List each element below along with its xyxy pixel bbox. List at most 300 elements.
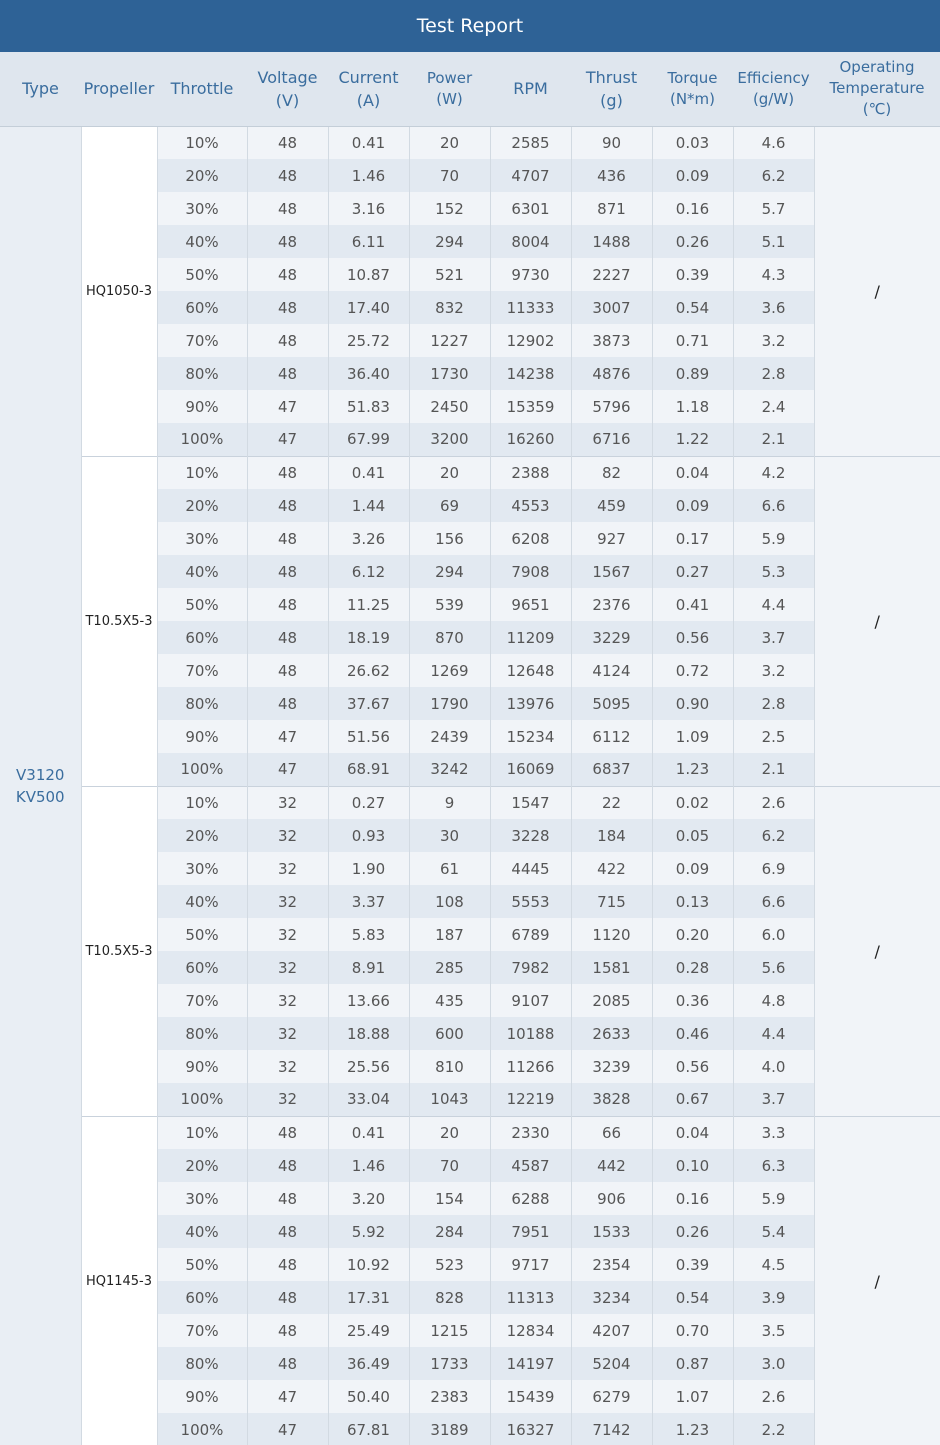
thrust-cell: 6112 [571, 720, 652, 753]
torque-cell: 0.20 [652, 918, 733, 951]
header-current-line: (A) [356, 90, 381, 110]
efficiency-cell: 3.2 [733, 324, 814, 357]
throttle-cell: 30% [157, 192, 247, 225]
throttle-cell: 70% [157, 324, 247, 357]
thrust-cell: 7142 [571, 1413, 652, 1445]
current-cell: 25.72 [328, 324, 409, 357]
thrust-cell: 3229 [571, 621, 652, 654]
throttle-cell: 80% [157, 357, 247, 390]
current-cell: 0.41 [328, 1116, 409, 1149]
thrust-cell: 5204 [571, 1347, 652, 1380]
current-cell: 67.99 [328, 423, 409, 456]
efficiency-cell: 3.5 [733, 1314, 814, 1347]
header-operating-temperature-line: (℃) [862, 100, 892, 119]
thrust-cell: 2633 [571, 1017, 652, 1050]
efficiency-cell: 4.0 [733, 1050, 814, 1083]
throttle-cell: 70% [157, 1314, 247, 1347]
rpm-cell: 8004 [490, 225, 571, 258]
voltage-cell: 48 [247, 1347, 328, 1380]
current-cell: 36.49 [328, 1347, 409, 1380]
table-row [0, 126, 940, 159]
torque-cell: 0.17 [652, 522, 733, 555]
power-cell: 1043 [409, 1083, 490, 1116]
header-type [0, 52, 81, 126]
throttle-cell: 50% [157, 258, 247, 291]
power-cell: 1269 [409, 654, 490, 687]
thrust-cell: 3007 [571, 291, 652, 324]
voltage-cell: 48 [247, 192, 328, 225]
rpm-cell: 16260 [490, 423, 571, 456]
efficiency-cell: 3.3 [733, 1116, 814, 1149]
power-cell: 20 [409, 1116, 490, 1149]
thrust-cell: 22 [571, 786, 652, 819]
rpm-cell: 13976 [490, 687, 571, 720]
throttle-cell: 70% [157, 984, 247, 1017]
voltage-cell: 47 [247, 720, 328, 753]
power-cell: 3189 [409, 1413, 490, 1445]
voltage-cell: 48 [247, 489, 328, 522]
voltage-cell: 48 [247, 1248, 328, 1281]
voltage-cell: 48 [247, 522, 328, 555]
current-cell: 10.87 [328, 258, 409, 291]
throttle-cell: 100% [157, 1083, 247, 1116]
thrust-cell: 3239 [571, 1050, 652, 1083]
rpm-cell: 1547 [490, 786, 571, 819]
table-body [0, 126, 940, 1445]
power-cell: 1227 [409, 324, 490, 357]
power-cell: 435 [409, 984, 490, 1017]
rpm-cell: 15234 [490, 720, 571, 753]
power-cell: 156 [409, 522, 490, 555]
efficiency-cell: 6.9 [733, 852, 814, 885]
thrust-cell: 66 [571, 1116, 652, 1149]
voltage-cell: 32 [247, 951, 328, 984]
header-current [328, 52, 409, 126]
current-cell: 3.20 [328, 1182, 409, 1215]
rpm-cell: 4553 [490, 489, 571, 522]
power-cell: 30 [409, 819, 490, 852]
throttle-cell: 30% [157, 852, 247, 885]
thrust-cell: 1581 [571, 951, 652, 984]
throttle-cell: 50% [157, 1248, 247, 1281]
voltage-cell: 48 [247, 555, 328, 588]
header-efficiency-line: (g/W) [752, 89, 795, 108]
thrust-cell: 871 [571, 192, 652, 225]
throttle-cell: 100% [157, 1413, 247, 1445]
efficiency-cell: 5.1 [733, 225, 814, 258]
rpm-cell: 2388 [490, 456, 571, 489]
propeller-cell: HQ1145-3 [81, 1116, 157, 1445]
thrust-cell: 459 [571, 489, 652, 522]
efficiency-cell: 2.8 [733, 357, 814, 390]
current-cell: 1.90 [328, 852, 409, 885]
header-propeller-line: Propeller [83, 79, 155, 99]
voltage-cell: 47 [247, 1413, 328, 1445]
current-cell: 1.46 [328, 159, 409, 192]
torque-cell: 0.46 [652, 1017, 733, 1050]
efficiency-cell: 4.6 [733, 126, 814, 159]
torque-cell: 1.07 [652, 1380, 733, 1413]
report-title: Test Report [416, 15, 524, 37]
power-cell: 152 [409, 192, 490, 225]
power-cell: 61 [409, 852, 490, 885]
torque-cell: 0.09 [652, 852, 733, 885]
rpm-cell: 15439 [490, 1380, 571, 1413]
torque-cell: 0.26 [652, 1215, 733, 1248]
power-cell: 285 [409, 951, 490, 984]
efficiency-cell: 6.6 [733, 885, 814, 918]
power-cell: 2439 [409, 720, 490, 753]
current-cell: 17.40 [328, 291, 409, 324]
current-cell: 18.88 [328, 1017, 409, 1050]
torque-cell: 1.18 [652, 390, 733, 423]
header-propeller [81, 52, 157, 126]
propeller-cell: HQ1050-3 [81, 126, 157, 456]
efficiency-cell: 4.5 [733, 1248, 814, 1281]
efficiency-cell: 2.1 [733, 423, 814, 456]
throttle-cell: 90% [157, 390, 247, 423]
table-row [0, 456, 940, 489]
voltage-cell: 48 [247, 291, 328, 324]
torque-cell: 0.13 [652, 885, 733, 918]
torque-cell: 0.56 [652, 1050, 733, 1083]
thrust-cell: 1120 [571, 918, 652, 951]
voltage-cell: 32 [247, 984, 328, 1017]
current-cell: 26.62 [328, 654, 409, 687]
rpm-cell: 9107 [490, 984, 571, 1017]
voltage-cell: 48 [247, 126, 328, 159]
torque-cell: 0.09 [652, 489, 733, 522]
header-thrust [571, 52, 652, 126]
efficiency-cell: 2.2 [733, 1413, 814, 1445]
power-cell: 1790 [409, 687, 490, 720]
rpm-cell: 11333 [490, 291, 571, 324]
current-cell: 0.93 [328, 819, 409, 852]
torque-cell: 0.36 [652, 984, 733, 1017]
voltage-cell: 48 [247, 654, 328, 687]
rpm-cell: 11209 [490, 621, 571, 654]
voltage-cell: 47 [247, 423, 328, 456]
throttle-cell: 20% [157, 489, 247, 522]
header-thrust-line: (g) [600, 90, 623, 110]
torque-cell: 0.16 [652, 1182, 733, 1215]
torque-cell: 0.89 [652, 357, 733, 390]
rpm-cell: 7982 [490, 951, 571, 984]
header-rpm [490, 52, 571, 126]
power-cell: 2383 [409, 1380, 490, 1413]
thrust-cell: 1533 [571, 1215, 652, 1248]
test-report-table [0, 52, 940, 1445]
current-cell: 51.56 [328, 720, 409, 753]
torque-cell: 0.04 [652, 456, 733, 489]
throttle-cell: 90% [157, 1380, 247, 1413]
header-operating-temperature-line: Temperature [829, 79, 925, 98]
power-cell: 294 [409, 555, 490, 588]
power-cell: 70 [409, 159, 490, 192]
torque-cell: 0.03 [652, 126, 733, 159]
thrust-cell: 422 [571, 852, 652, 885]
thrust-cell: 3873 [571, 324, 652, 357]
current-cell: 1.44 [328, 489, 409, 522]
torque-cell: 0.56 [652, 621, 733, 654]
header-operating-temperature-line: Operating [839, 58, 915, 77]
throttle-cell: 40% [157, 225, 247, 258]
current-cell: 37.67 [328, 687, 409, 720]
throttle-cell: 10% [157, 126, 247, 159]
throttle-cell: 90% [157, 720, 247, 753]
voltage-cell: 48 [247, 357, 328, 390]
rpm-cell: 7908 [490, 555, 571, 588]
voltage-cell: 48 [247, 1149, 328, 1182]
current-cell: 25.49 [328, 1314, 409, 1347]
power-cell: 523 [409, 1248, 490, 1281]
voltage-cell: 32 [247, 1083, 328, 1116]
thrust-cell: 5796 [571, 390, 652, 423]
efficiency-cell: 4.8 [733, 984, 814, 1017]
current-cell: 36.40 [328, 357, 409, 390]
thrust-cell: 1488 [571, 225, 652, 258]
voltage-cell: 47 [247, 390, 328, 423]
power-cell: 600 [409, 1017, 490, 1050]
torque-cell: 0.71 [652, 324, 733, 357]
header-operating-temperature [814, 52, 940, 126]
efficiency-cell: 6.2 [733, 819, 814, 852]
power-cell: 20 [409, 126, 490, 159]
thrust-cell: 6279 [571, 1380, 652, 1413]
throttle-cell: 80% [157, 1017, 247, 1050]
rpm-cell: 5553 [490, 885, 571, 918]
current-cell: 0.41 [328, 456, 409, 489]
current-cell: 51.83 [328, 390, 409, 423]
thrust-cell: 6716 [571, 423, 652, 456]
torque-cell: 1.22 [652, 423, 733, 456]
motor-type-line: V3120 [16, 766, 65, 785]
header-current-line: Current [338, 67, 399, 87]
thrust-cell: 184 [571, 819, 652, 852]
header-rpm-line: RPM [513, 79, 548, 99]
thrust-cell: 2227 [571, 258, 652, 291]
rpm-cell: 4587 [490, 1149, 571, 1182]
motor-type-line: KV500 [15, 788, 65, 807]
table-row [0, 786, 940, 819]
thrust-cell: 4207 [571, 1314, 652, 1347]
torque-cell: 0.10 [652, 1149, 733, 1182]
efficiency-cell: 3.9 [733, 1281, 814, 1314]
power-cell: 20 [409, 456, 490, 489]
efficiency-cell: 6.3 [733, 1149, 814, 1182]
torque-cell: 0.05 [652, 819, 733, 852]
voltage-cell: 32 [247, 885, 328, 918]
thrust-cell: 442 [571, 1149, 652, 1182]
power-cell: 828 [409, 1281, 490, 1314]
efficiency-cell: 4.4 [733, 588, 814, 621]
power-cell: 3200 [409, 423, 490, 456]
rpm-cell: 12834 [490, 1314, 571, 1347]
torque-cell: 0.41 [652, 588, 733, 621]
voltage-cell: 48 [247, 324, 328, 357]
torque-cell: 1.23 [652, 753, 733, 786]
torque-cell: 0.09 [652, 159, 733, 192]
current-cell: 1.46 [328, 1149, 409, 1182]
current-cell: 25.56 [328, 1050, 409, 1083]
header-power-line: Power [426, 68, 473, 87]
voltage-cell: 48 [247, 1215, 328, 1248]
thrust-cell: 927 [571, 522, 652, 555]
voltage-cell: 48 [247, 159, 328, 192]
header-throttle-line: Throttle [170, 79, 234, 99]
thrust-cell: 2085 [571, 984, 652, 1017]
header-torque-line: (N*m) [669, 89, 716, 108]
efficiency-cell: 2.8 [733, 687, 814, 720]
voltage-cell: 48 [247, 588, 328, 621]
current-cell: 3.16 [328, 192, 409, 225]
power-cell: 294 [409, 225, 490, 258]
throttle-cell: 10% [157, 786, 247, 819]
throttle-cell: 40% [157, 885, 247, 918]
thrust-cell: 2354 [571, 1248, 652, 1281]
current-cell: 18.19 [328, 621, 409, 654]
torque-cell: 0.27 [652, 555, 733, 588]
efficiency-cell: 2.5 [733, 720, 814, 753]
voltage-cell: 48 [247, 225, 328, 258]
current-cell: 8.91 [328, 951, 409, 984]
efficiency-cell: 4.3 [733, 258, 814, 291]
throttle-cell: 10% [157, 1116, 247, 1149]
power-cell: 3242 [409, 753, 490, 786]
voltage-cell: 32 [247, 852, 328, 885]
power-cell: 69 [409, 489, 490, 522]
power-cell: 154 [409, 1182, 490, 1215]
thrust-cell: 6837 [571, 753, 652, 786]
torque-cell: 0.72 [652, 654, 733, 687]
power-cell: 9 [409, 786, 490, 819]
header-voltage-line: (V) [275, 90, 300, 110]
current-cell: 5.83 [328, 918, 409, 951]
table-header-row [0, 52, 940, 126]
voltage-cell: 48 [247, 1314, 328, 1347]
throttle-cell: 40% [157, 1215, 247, 1248]
torque-cell: 0.90 [652, 687, 733, 720]
thrust-cell: 82 [571, 456, 652, 489]
torque-cell: 0.16 [652, 192, 733, 225]
rpm-cell: 2585 [490, 126, 571, 159]
current-cell: 50.40 [328, 1380, 409, 1413]
voltage-cell: 48 [247, 1182, 328, 1215]
rpm-cell: 6288 [490, 1182, 571, 1215]
efficiency-cell: 3.2 [733, 654, 814, 687]
efficiency-cell: 5.7 [733, 192, 814, 225]
current-cell: 6.12 [328, 555, 409, 588]
current-cell: 13.66 [328, 984, 409, 1017]
power-cell: 521 [409, 258, 490, 291]
operating-temperature-cell: / [814, 786, 940, 1116]
rpm-cell: 14238 [490, 357, 571, 390]
thrust-cell: 5095 [571, 687, 652, 720]
efficiency-cell: 5.9 [733, 1182, 814, 1215]
throttle-cell: 80% [157, 1347, 247, 1380]
torque-cell: 1.09 [652, 720, 733, 753]
throttle-cell: 20% [157, 1149, 247, 1182]
current-cell: 3.26 [328, 522, 409, 555]
efficiency-cell: 2.1 [733, 753, 814, 786]
efficiency-cell: 2.6 [733, 786, 814, 819]
rpm-cell: 16327 [490, 1413, 571, 1445]
current-cell: 68.91 [328, 753, 409, 786]
voltage-cell: 47 [247, 1380, 328, 1413]
current-cell: 67.81 [328, 1413, 409, 1445]
rpm-cell: 12648 [490, 654, 571, 687]
throttle-cell: 60% [157, 291, 247, 324]
torque-cell: 0.02 [652, 786, 733, 819]
throttle-cell: 60% [157, 621, 247, 654]
throttle-cell: 100% [157, 753, 247, 786]
voltage-cell: 48 [247, 1116, 328, 1149]
power-cell: 832 [409, 291, 490, 324]
efficiency-cell: 5.9 [733, 522, 814, 555]
voltage-cell: 48 [247, 687, 328, 720]
thrust-cell: 3234 [571, 1281, 652, 1314]
power-cell: 2450 [409, 390, 490, 423]
rpm-cell: 7951 [490, 1215, 571, 1248]
operating-temperature-cell: / [814, 126, 940, 456]
voltage-cell: 48 [247, 621, 328, 654]
power-cell: 284 [409, 1215, 490, 1248]
power-cell: 1730 [409, 357, 490, 390]
operating-temperature-cell: / [814, 1116, 940, 1445]
torque-cell: 0.54 [652, 1281, 733, 1314]
thrust-cell: 4876 [571, 357, 652, 390]
voltage-cell: 48 [247, 258, 328, 291]
power-cell: 187 [409, 918, 490, 951]
torque-cell: 1.23 [652, 1413, 733, 1445]
header-throttle [157, 52, 247, 126]
propeller-cell: T10.5X5-3 [81, 456, 157, 786]
torque-cell: 0.54 [652, 291, 733, 324]
thrust-cell: 90 [571, 126, 652, 159]
voltage-cell: 47 [247, 753, 328, 786]
efficiency-cell: 5.6 [733, 951, 814, 984]
efficiency-cell: 2.4 [733, 390, 814, 423]
efficiency-cell: 4.4 [733, 1017, 814, 1050]
voltage-cell: 32 [247, 1050, 328, 1083]
thrust-cell: 1567 [571, 555, 652, 588]
throttle-cell: 60% [157, 1281, 247, 1314]
current-cell: 3.37 [328, 885, 409, 918]
throttle-cell: 50% [157, 918, 247, 951]
torque-cell: 0.28 [652, 951, 733, 984]
rpm-cell: 9730 [490, 258, 571, 291]
voltage-cell: 48 [247, 1281, 328, 1314]
rpm-cell: 6301 [490, 192, 571, 225]
header-voltage [247, 52, 328, 126]
motor-type-cell [0, 126, 81, 1445]
throttle-cell: 40% [157, 555, 247, 588]
voltage-cell: 32 [247, 918, 328, 951]
thrust-cell: 3828 [571, 1083, 652, 1116]
current-cell: 17.31 [328, 1281, 409, 1314]
rpm-cell: 9651 [490, 588, 571, 621]
throttle-cell: 90% [157, 1050, 247, 1083]
header-thrust-line: Thrust [585, 67, 638, 87]
efficiency-cell: 4.2 [733, 456, 814, 489]
rpm-cell: 11313 [490, 1281, 571, 1314]
rpm-cell: 3228 [490, 819, 571, 852]
header-power-line: (W) [436, 89, 463, 108]
power-cell: 810 [409, 1050, 490, 1083]
rpm-cell: 6208 [490, 522, 571, 555]
rpm-cell: 12219 [490, 1083, 571, 1116]
voltage-cell: 32 [247, 1017, 328, 1050]
